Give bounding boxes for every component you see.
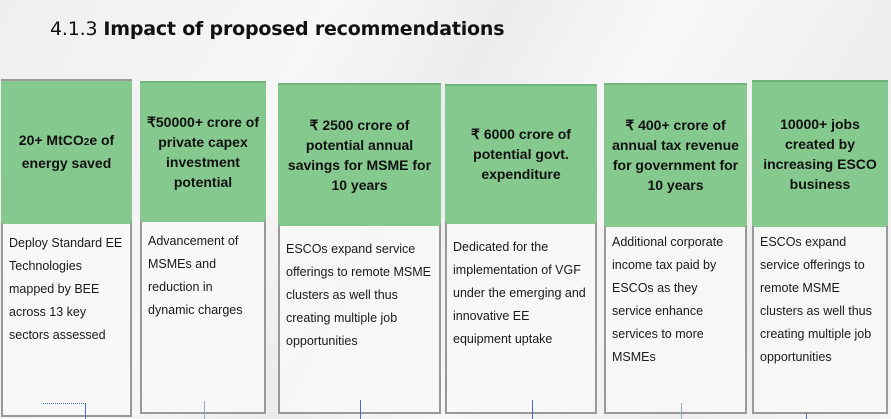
card-headline: ₹ 6000 crore of potential govt. expenditure	[445, 84, 597, 222]
headline-text: 20+ MtCO2e of energy saved	[18, 132, 115, 171]
connector-line	[806, 413, 807, 419]
section-title: Impact of proposed recommendations	[103, 18, 505, 40]
card-description: Deploy Standard EE Technologies mapped by BEE across 13 key sectors assessed	[1, 221, 132, 417]
connector-line	[681, 403, 682, 419]
card-headline: 10000+ jobs created by increasing ESCO business	[752, 80, 888, 225]
impact-card-tax-revenue	[604, 83, 747, 414]
card-description: ESCOs expand service offerings to remote MSME clusters as well thus creating multiple job opportunities	[752, 224, 888, 414]
impact-card-msme-savings	[278, 83, 441, 414]
impact-card-jobs	[752, 80, 888, 414]
section-number: 4.1.3	[50, 18, 98, 40]
connector-line	[43, 403, 86, 404]
card-description: Dedicated for the implementation of VGF under the emerging and innovative EE equipment uptake	[445, 221, 597, 414]
connector-line	[204, 401, 205, 419]
card-headline: ₹ 400+ crore of annual tax revenue for government for 10 years	[604, 83, 747, 225]
connector-line	[532, 400, 533, 419]
card-headline: ₹ 2500 crore of potential annual savings for MSME for 10 years	[278, 83, 441, 224]
card-description: Advancement of MSMEs and reduction in dynamic charges	[140, 219, 266, 414]
card-headline: ₹50000+ crore of private capex investment potential	[140, 81, 266, 220]
card-headline	[1, 79, 132, 222]
impact-card-govt-expenditure	[445, 84, 597, 414]
connector-line	[85, 403, 86, 419]
impact-card-capex	[140, 81, 266, 414]
connector-line	[360, 400, 361, 419]
card-description: Additional corporate income tax paid by ESCOs as they service enhance services to more MSMEs	[604, 224, 747, 414]
section-heading	[50, 18, 504, 40]
card-description: ESCOs expand service offerings to remote MSME clusters as well thus creating multiple job opportunities	[278, 223, 441, 414]
impact-card-energy	[1, 79, 132, 417]
